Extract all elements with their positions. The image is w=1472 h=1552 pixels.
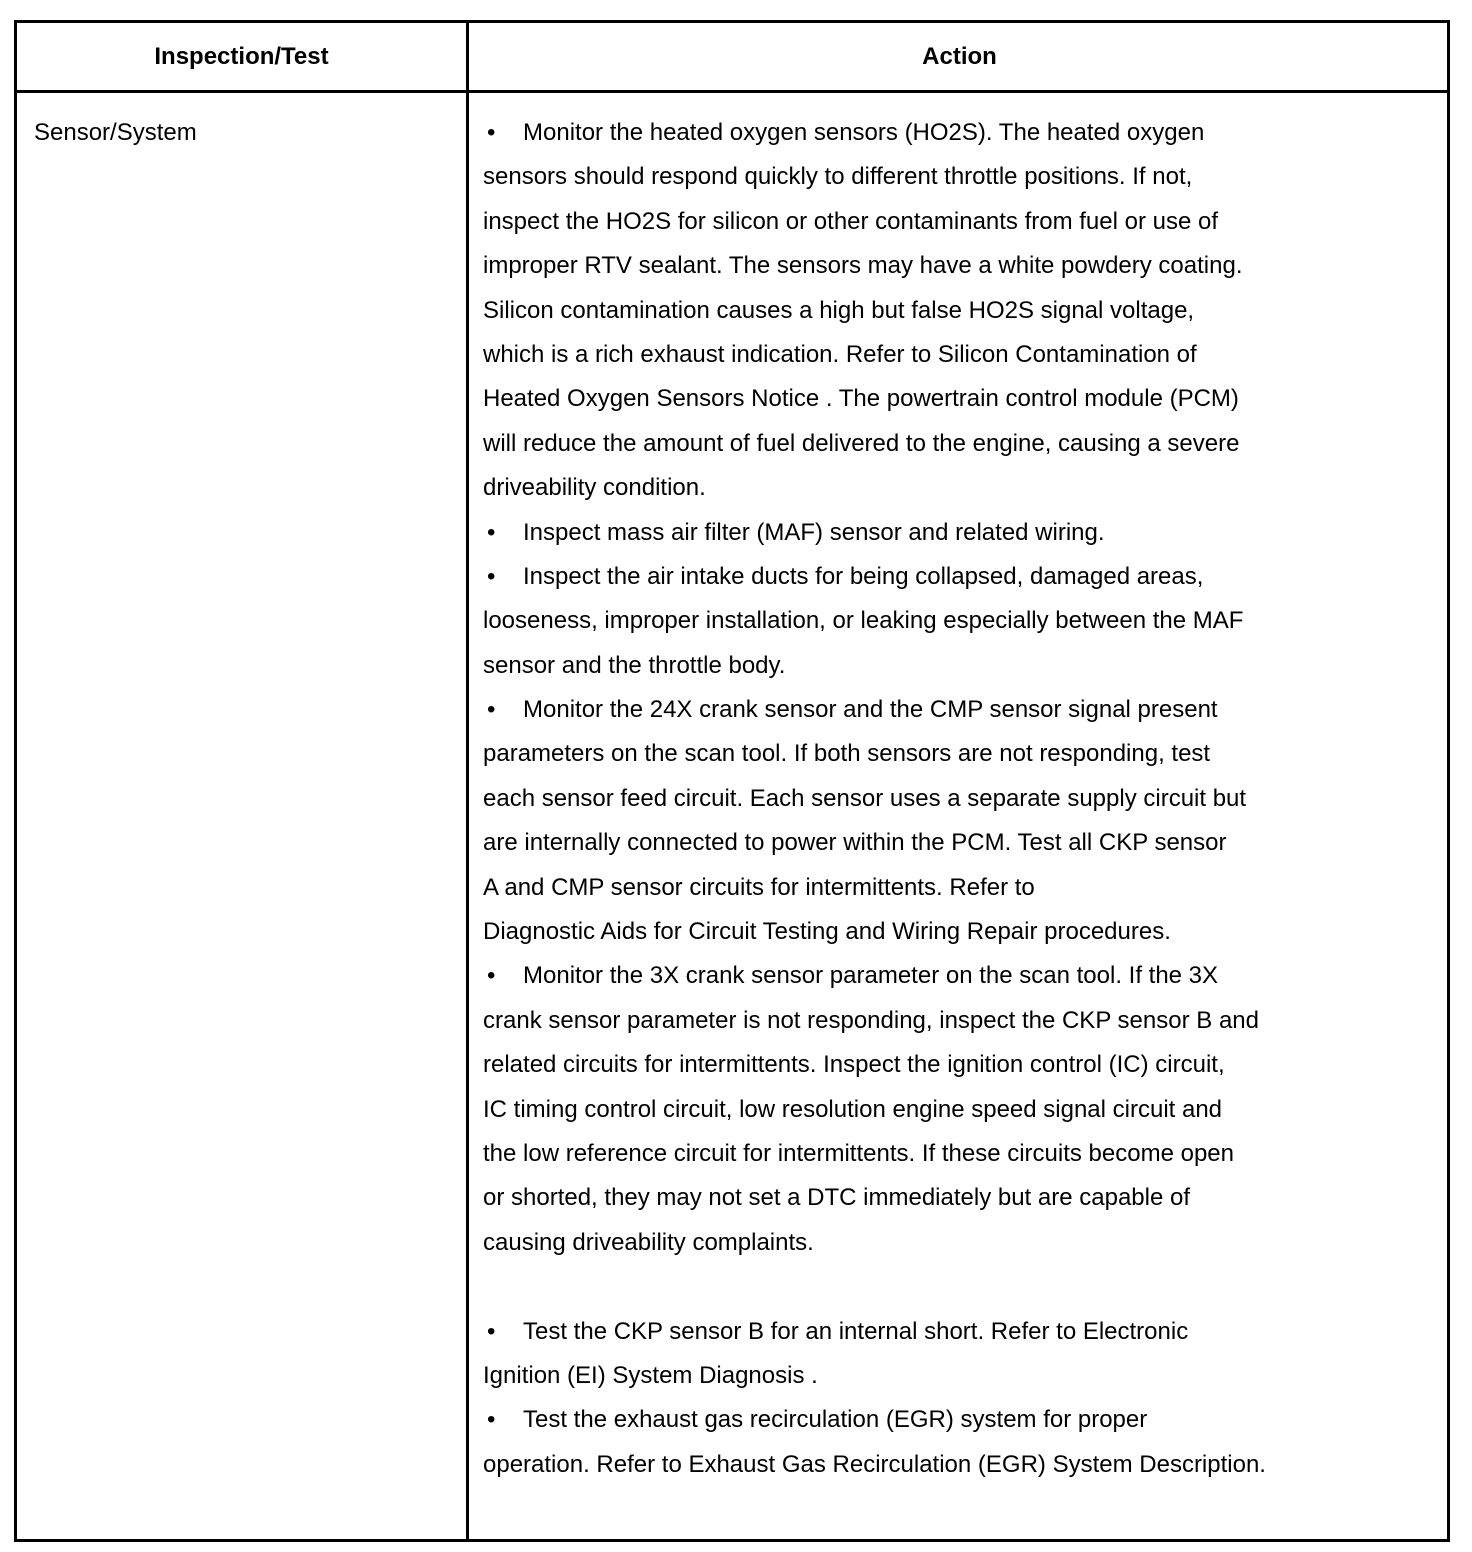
text-line	[483, 1310, 1423, 1354]
line-text: parameters on the scan tool. If both sensors are not responding, test	[483, 740, 1211, 768]
blank-line	[483, 1265, 1423, 1309]
line-text: improper RTV sealant. The sensors may have a white powdery coating.	[483, 252, 1243, 280]
bullet-icon: •	[487, 696, 496, 724]
text-line	[483, 111, 1423, 155]
inspection-cell: Sensor/System	[34, 119, 197, 146]
text-line	[483, 200, 1423, 244]
text-line	[483, 377, 1423, 421]
text-line	[483, 732, 1423, 776]
line-text: will reduce the amount of fuel delivered to the engine, causing a severe	[483, 429, 1240, 457]
column-divider	[466, 23, 469, 1539]
header-inspection-test: Inspection/Test	[154, 42, 329, 70]
line-text: Diagnostic Aids for Circuit Testing and Wiring Repair procedures.	[483, 918, 1171, 946]
bullet-icon: •	[487, 962, 496, 990]
text-line	[483, 866, 1423, 910]
bullet-icon: •	[487, 1317, 496, 1345]
text-line	[483, 333, 1423, 377]
line-text: operation. Refer to Exhaust Gas Recirculation (EGR) System Description.	[483, 1450, 1266, 1478]
bullet-item	[483, 954, 1423, 1265]
text-line	[483, 1088, 1423, 1132]
line-text: Test the exhaust gas recirculation (EGR) system for proper	[523, 1406, 1148, 1434]
text-line	[483, 1043, 1423, 1087]
line-text: sensors should respond quickly to different throttle positions. If not,	[483, 163, 1193, 191]
line-text: crank sensor parameter is not responding, inspect the CKP sensor B and	[483, 1006, 1259, 1034]
text-line	[483, 422, 1423, 466]
text-line	[483, 821, 1423, 865]
text-line	[483, 1132, 1423, 1176]
bullet-item	[483, 688, 1423, 954]
bullet-icon: •	[487, 119, 496, 146]
line-text: sensor and the throttle body.	[483, 651, 786, 679]
line-text: Inspect mass air filter (MAF) sensor and related wiring.	[523, 518, 1105, 546]
text-line	[483, 954, 1423, 998]
line-text: or shorted, they may not set a DTC immediately but are capable of	[483, 1184, 1191, 1212]
line-text: which is a rich exhaust indication. Refer to Silicon Contamination of	[483, 340, 1197, 368]
text-line	[483, 999, 1423, 1043]
bullet-item	[483, 511, 1423, 555]
bullet-item	[483, 555, 1423, 688]
line-text: A and CMP sensor circuits for intermittents. Refer to	[483, 873, 1035, 901]
bullet-item	[483, 1310, 1423, 1399]
text-line	[483, 910, 1423, 954]
line-text: looseness, improper installation, or leaking especially between the MAF	[483, 607, 1244, 635]
text-line	[483, 555, 1423, 599]
line-text: Ignition (EI) System Diagnosis .	[483, 1361, 818, 1389]
bullet-item	[483, 1398, 1423, 1487]
line-text: Silicon contamination causes a high but false HO2S signal voltage,	[483, 296, 1195, 324]
text-line	[483, 1354, 1423, 1398]
line-text: Monitor the 24X crank sensor and the CMP sensor signal present	[523, 696, 1218, 724]
text-line	[483, 511, 1423, 555]
header-action: Action	[922, 42, 997, 70]
line-text: Inspect the air intake ducts for being collapsed, damaged areas,	[523, 562, 1204, 590]
inspection-table	[14, 20, 1450, 1542]
line-text: causing driveability complaints.	[483, 1228, 814, 1256]
action-cell	[483, 111, 1423, 1487]
line-text: Monitor the 3X crank sensor parameter on the scan tool. If the 3X	[523, 962, 1219, 990]
text-line	[483, 155, 1423, 199]
line-text: driveability condition.	[483, 474, 706, 502]
bullet-item	[483, 111, 1423, 511]
text-line	[483, 777, 1423, 821]
text-line	[483, 289, 1423, 333]
bullet-icon: •	[487, 518, 496, 546]
line-text: Heated Oxygen Sensors Notice . The powertrain control module (PCM)	[483, 385, 1239, 413]
text-line	[483, 599, 1423, 643]
line-text: inspect the HO2S for silicon or other contaminants from fuel or use of	[483, 207, 1219, 235]
line-text: related circuits for intermittents. Inspect the ignition control (IC) circuit,	[483, 1051, 1225, 1079]
line-text: IC timing control circuit, low resolution engine speed signal circuit and	[483, 1095, 1223, 1123]
line-text: the low reference circuit for intermittents. If these circuits become open	[483, 1139, 1234, 1167]
bullet-icon: •	[487, 1406, 496, 1434]
line-text: Test the CKP sensor B for an internal short. Refer to Electronic	[523, 1317, 1189, 1345]
text-line	[483, 688, 1423, 732]
text-line	[483, 244, 1423, 288]
line-text: each sensor feed circuit. Each sensor uses a separate supply circuit but	[483, 784, 1247, 812]
header-divider	[17, 90, 1447, 93]
text-line	[483, 1176, 1423, 1220]
text-line	[483, 1398, 1423, 1442]
text-line	[483, 644, 1423, 688]
text-line	[483, 1221, 1423, 1265]
text-line	[483, 466, 1423, 510]
text-line	[483, 1443, 1423, 1487]
line-text: are internally connected to power within the PCM. Test all CKP sensor	[483, 829, 1227, 857]
bullet-icon: •	[487, 562, 496, 590]
line-text: Monitor the heated oxygen sensors (HO2S). The heated oxygen	[523, 119, 1205, 146]
